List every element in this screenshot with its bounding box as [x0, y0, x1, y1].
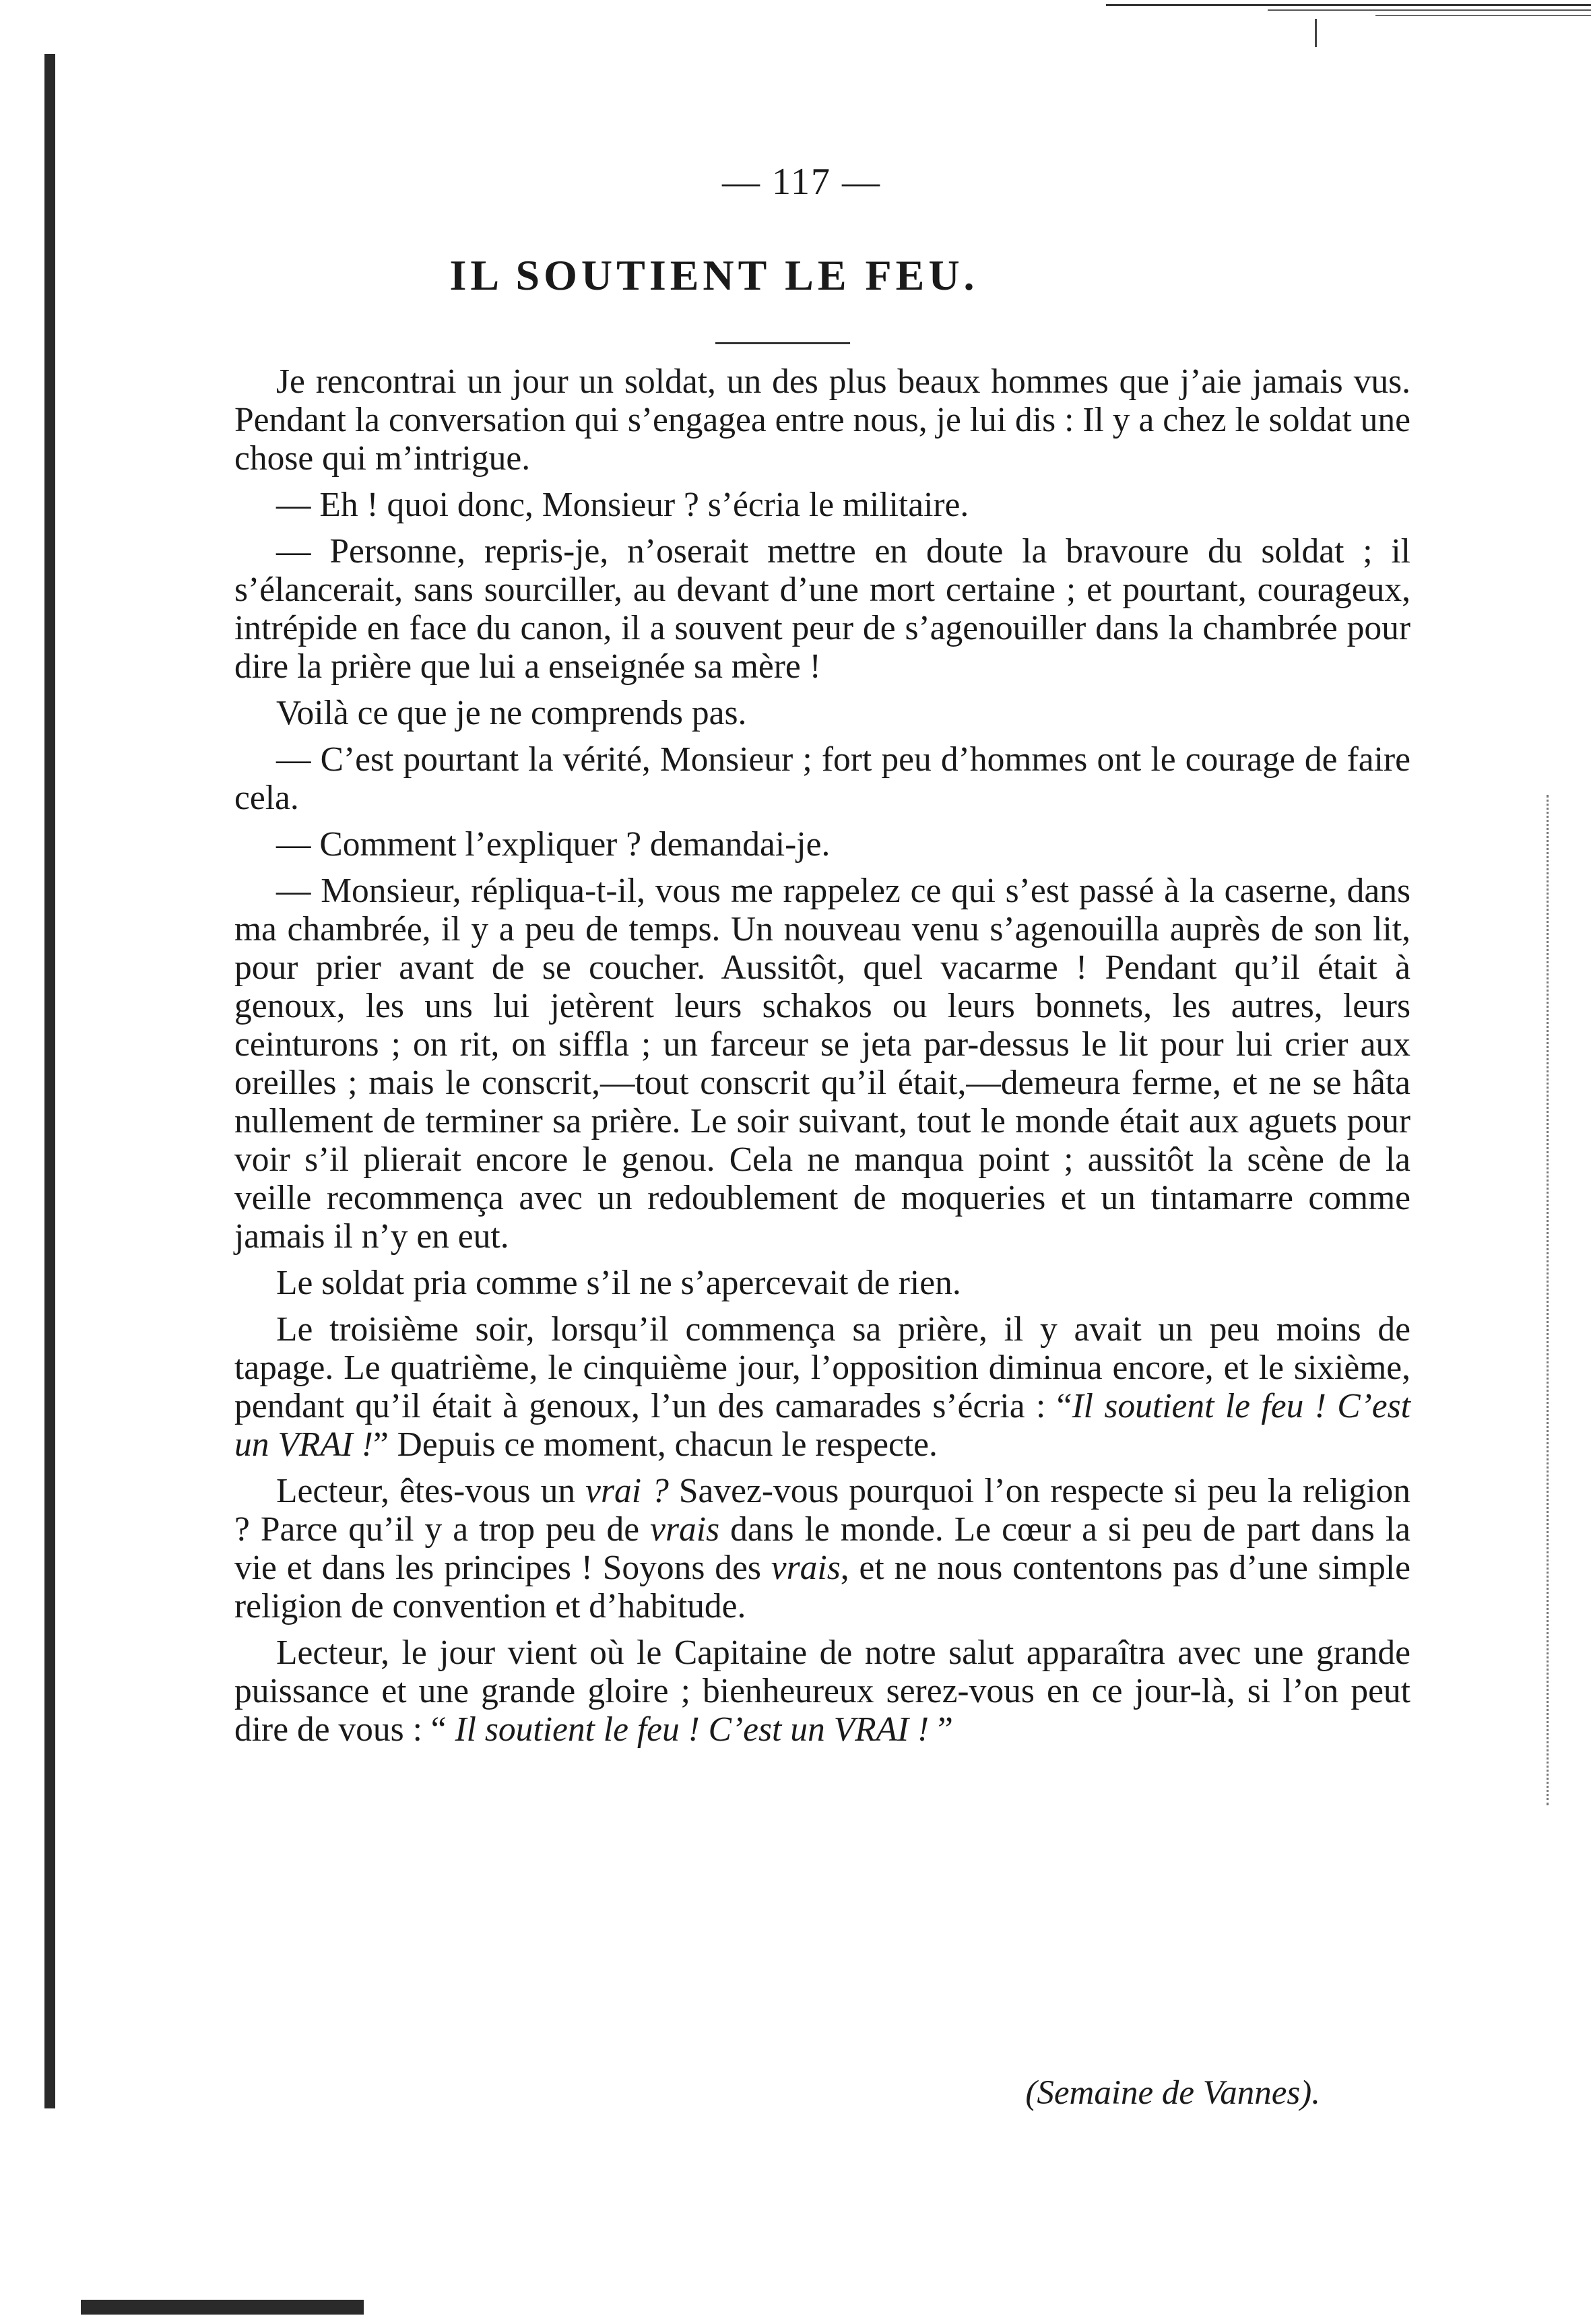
- paragraph: — Comment l’expliquer ? demandai-je.: [276, 825, 831, 864]
- paragraph: Je rencontrai un jour un soldat, un des plus beaux hommes que j’aie jamais vus. Pendant la conversation qui s’engagea entre nous, je lui dis : Il y a chez le soldat une chose qui m’intrigue.: [234, 362, 1410, 478]
- margin-dots: [1547, 795, 1549, 1805]
- top-rule: [1375, 15, 1591, 16]
- paragraph: [234, 1472, 1410, 1625]
- top-rule: [1268, 9, 1591, 11]
- paragraph: — Personne, repris-je, n’oserait mettre en doute la bravoure du soldat ; il s’élancerait, sans sourciller, au devant d’une mort certaine ; et pourtant, courageux, intrépide en face du canon, il a souvent peur de s’agenouiller dans la chambrée pour dire la prière que lui a enseignée sa mère !: [234, 532, 1410, 686]
- top-rule: [1106, 4, 1591, 6]
- paragraph-text: dans le monde. Le cœur a si peu de part dans la vie et dans les principes ! Soyons des: [234, 1510, 1410, 1587]
- paragraph: — C’est pourtant la vérité, Monsieur ; fort peu d’hommes ont le courage de faire cela.: [234, 740, 1410, 817]
- paragraph-text: Lecteur, le jour vient où le Capitaine de notre salut apparaîtra avec une grande puissance et une grande gloire ; bienheureux serez-vous en ce jour-là, si l’on peut dire de vous : “: [234, 1634, 1410, 1749]
- paragraph: — Monsieur, répliqua-t-il, vous me rappelez ce qui s’est passé à la caserne, dans ma chambrée, il y a peu de temps. Un nouveau venu s’agenouilla auprès de son lit, pour prier avant de se coucher. Aussitôt, quel vacarme ! Pendant qu’il était à genoux, les uns lui jetèrent leurs schakos ou leurs bonnets, les autres, leurs ceinturons ; on rit, on siffla ; un farceur se jeta par-dessus le lit pour lui crier aux oreilles ; mais le conscrit,—tout conscrit qu’il était,—demeura ferme, et ne se hâta nullement de terminer sa prière. Le soir suivant, tout le monde était aux aguets pour voir s’il plierait encore le genou. Cela ne manqua point ; aussitôt la scène de la veille recommença avec un redoublement de moqueries et un tintamarre comme jamais il n’y en eut.: [234, 872, 1410, 1256]
- paragraph: Voilà ce que je ne comprends pas.: [276, 694, 747, 732]
- paragraph-text: ”: [929, 1710, 953, 1749]
- paragraph-text: ” Depuis ce moment, chacun le respecte.: [372, 1425, 938, 1464]
- article-body: [234, 362, 1410, 1757]
- paragraph: — Eh ! quoi donc, Monsieur ? s’écria le militaire.: [276, 486, 969, 524]
- page-title: IL SOUTIENT LE FEU.: [449, 251, 979, 299]
- paragraph: [234, 1634, 1410, 1749]
- paragraph-emphasis: vrais: [771, 1549, 841, 1587]
- page-number: — 117 —: [722, 161, 881, 203]
- paragraph-emphasis: vrais: [650, 1510, 720, 1549]
- top-rules: [1106, 0, 1591, 27]
- paragraph: Le soldat pria comme s’il ne s’apercevait de rien.: [276, 1264, 961, 1302]
- paragraph-emphasis: Il soutient le feu ! C’est un VRAI !: [234, 1387, 1410, 1464]
- paragraph-text: Lecteur, êtes-vous un: [276, 1472, 586, 1510]
- source-signature: (Semaine de Vannes).: [1025, 2074, 1320, 2112]
- paragraph: [234, 1310, 1410, 1464]
- title-divider: [715, 342, 850, 344]
- paragraph-emphasis: Il soutient le feu ! C’est un VRAI !: [455, 1710, 930, 1749]
- paragraph-text: Savez-vous pourquoi l’on respecte si peu la religion ? Parce qu’il y a trop peu de: [234, 1472, 1411, 1549]
- paragraph-text: , et ne nous contentons pas d’une simple religion de convention et d’habitude.: [234, 1549, 1410, 1625]
- paragraph-text: Le troisième soir, lorsqu’il commença sa prière, il y avait un peu moins de tapage. Le quatrième, le cinquième jour, l’opposition diminua encore, et le sixième, pendant qu’il était à genoux, l’un des camarades s’écria : “: [234, 1310, 1410, 1425]
- bottom-edge-bar: [81, 2300, 364, 2315]
- paragraph-emphasis: vrai ?: [585, 1472, 669, 1510]
- top-tick-mark: [1315, 19, 1317, 47]
- page-edge-bar: [44, 54, 55, 2108]
